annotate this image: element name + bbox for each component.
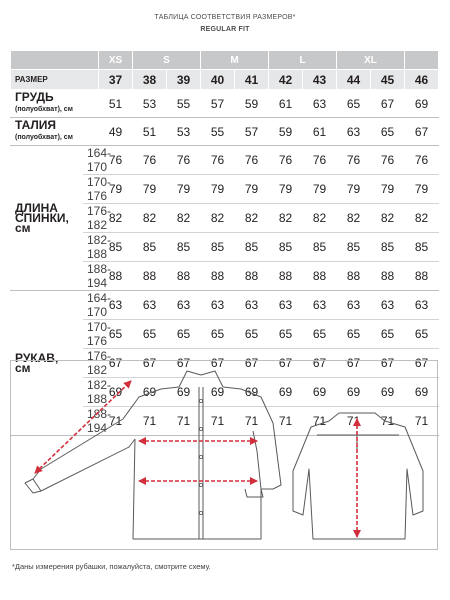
waist-cell: 49 [99, 118, 133, 146]
back-length-cell: 82 [133, 204, 167, 233]
sleeve-cell: 65 [235, 320, 269, 349]
sleeve-cell: 71 [99, 407, 133, 436]
back-length-cell: 76 [337, 146, 371, 175]
back-length-cell: 76 [235, 146, 269, 175]
sleeve-cell: 69 [201, 378, 235, 407]
sleeve-cell: 65 [201, 320, 235, 349]
sleeve-cell: 65 [167, 320, 201, 349]
front-measure-arrows [35, 381, 257, 481]
group-xs: XS [99, 51, 133, 70]
sleeve-cell: 65 [133, 320, 167, 349]
size-cell: 44 [337, 70, 371, 90]
sleeve-cell: 69 [303, 378, 337, 407]
size-cell: 43 [303, 70, 337, 90]
back-length-cell: 88 [269, 262, 303, 291]
sleeve-cell: 63 [99, 291, 133, 320]
sleeve-cell: 69 [167, 378, 201, 407]
group-s: S [133, 51, 201, 70]
sleeve-cell: 67 [133, 349, 167, 378]
size-cell: 37 [99, 70, 133, 90]
height-range: 170-176 [83, 175, 99, 204]
chest-cell: 65 [337, 90, 371, 118]
height-range: 176-182 [83, 204, 99, 233]
diagram-canvas [11, 361, 437, 549]
back-length-label-line: ДЛИНА [15, 201, 58, 215]
shirt-front-icon [25, 371, 281, 539]
back-length-label-line: СПИНКИ, [15, 211, 69, 225]
back-length-label-line: см [15, 221, 31, 235]
back-length-cell: 79 [167, 175, 201, 204]
table-title: ТАБЛИЦА СООТВЕТСТВИЯ РАЗМЕРОВ* [154, 14, 296, 21]
sleeve-cell: 63 [303, 291, 337, 320]
size-group-row [11, 51, 439, 70]
back-length-cell: 79 [405, 175, 439, 204]
sleeve-cell: 71 [337, 407, 371, 436]
sleeve-cell: 71 [167, 407, 201, 436]
back-length-cell: 79 [337, 175, 371, 204]
back-length-cell: 85 [201, 233, 235, 262]
back-length-cell: 85 [269, 233, 303, 262]
chest-cell: 53 [133, 90, 167, 118]
sleeve-label-line: РУКАВ, [15, 351, 59, 365]
waist-label-sub: (полуобхват), см [15, 134, 73, 141]
size-cell: 42 [269, 70, 303, 90]
back-length-cell: 82 [269, 204, 303, 233]
chest-cell: 57 [201, 90, 235, 118]
back-length-cell: 82 [405, 204, 439, 233]
back-length-cell: 85 [371, 233, 405, 262]
sleeve-cell: 65 [303, 320, 337, 349]
chest-label-main: ГРУДЬ [15, 90, 54, 104]
back-length-cell: 76 [167, 146, 201, 175]
sleeve-cell: 63 [337, 291, 371, 320]
waist-cell: 53 [167, 118, 201, 146]
sleeve-cell: 69 [405, 378, 439, 407]
chest-cell: 59 [235, 90, 269, 118]
size-cell: 39 [167, 70, 201, 90]
waist-row [11, 118, 439, 146]
size-label: РАЗМЕР [11, 70, 99, 90]
back-length-cell: 82 [99, 204, 133, 233]
back-length-cell: 76 [99, 146, 133, 175]
chest-cell: 67 [371, 90, 405, 118]
back-length-cell: 76 [405, 146, 439, 175]
sleeve-cell: 65 [337, 320, 371, 349]
waist-cell: 67 [405, 118, 439, 146]
sleeve-cell: 69 [133, 378, 167, 407]
back-length-cell: 88 [235, 262, 269, 291]
height-range: 170-176 [83, 320, 99, 349]
measurement-diagram [10, 360, 438, 550]
waist-cell: 57 [235, 118, 269, 146]
group-m: M [201, 51, 269, 70]
size-cell: 45 [371, 70, 405, 90]
back-length-cell: 88 [371, 262, 405, 291]
waist-label-main: ТАЛИЯ [15, 118, 57, 132]
sleeve-cell: 65 [269, 320, 303, 349]
shirt-back-icon [293, 413, 423, 539]
sleeve-cell: 67 [235, 349, 269, 378]
sleeve-cell: 69 [99, 378, 133, 407]
sleeve-cell: 67 [201, 349, 235, 378]
sleeve-cell: 65 [371, 320, 405, 349]
sleeve-cell: 71 [405, 407, 439, 436]
sleeve-cell: 65 [405, 320, 439, 349]
back-length-cell: 82 [167, 204, 201, 233]
back-length-cell: 79 [201, 175, 235, 204]
sleeve-cell: 71 [201, 407, 235, 436]
back-length-cell: 88 [201, 262, 235, 291]
sleeve-label-line: см [15, 361, 31, 375]
footnote: *Даны измерения рубашки, пожалуйста, смотрите схему. [12, 562, 211, 571]
waist-cell: 63 [337, 118, 371, 146]
group-l: L [269, 51, 337, 70]
waist-label [11, 118, 99, 146]
back-length-cell: 85 [337, 233, 371, 262]
size-row [11, 70, 439, 90]
back-length-cell: 85 [167, 233, 201, 262]
size-cell: 46 [405, 70, 439, 90]
sleeve-cell: 67 [167, 349, 201, 378]
sleeve-cell: 63 [269, 291, 303, 320]
back-length-cell: 79 [99, 175, 133, 204]
back-length-cell: 85 [99, 233, 133, 262]
back-length-cell: 79 [235, 175, 269, 204]
size-cell: 41 [235, 70, 269, 90]
back-length-cell: 88 [405, 262, 439, 291]
back-length-cell: 88 [337, 262, 371, 291]
sleeve-cell: 65 [99, 320, 133, 349]
sleeve-cell: 63 [371, 291, 405, 320]
back-length-cell: 88 [167, 262, 201, 291]
fit-subtitle: REGULAR FIT [200, 26, 250, 33]
sleeve-cell: 63 [405, 291, 439, 320]
waist-cell: 65 [371, 118, 405, 146]
back-length-cell: 76 [371, 146, 405, 175]
waist-cell: 61 [303, 118, 337, 146]
sleeve-cell: 63 [201, 291, 235, 320]
back-length-cell: 85 [405, 233, 439, 262]
sleeve-row [11, 291, 439, 320]
back-length-cell: 88 [99, 262, 133, 291]
sleeve-cell: 63 [235, 291, 269, 320]
back-length-cell: 85 [133, 233, 167, 262]
chest-cell: 61 [269, 90, 303, 118]
sleeve-cell: 67 [269, 349, 303, 378]
group-xl: XL [337, 51, 405, 70]
sleeve-cell: 69 [371, 378, 405, 407]
back-length-cell: 79 [269, 175, 303, 204]
height-range: 176-182 [83, 349, 99, 378]
back-length-cell: 82 [235, 204, 269, 233]
back-length-label [11, 146, 83, 291]
back-length-cell: 79 [133, 175, 167, 204]
waist-cell: 59 [269, 118, 303, 146]
chest-cell: 63 [303, 90, 337, 118]
chest-label-sub: (полуобхват), см [15, 106, 73, 113]
height-range: 188-194 [83, 407, 99, 436]
back-length-cell: 82 [337, 204, 371, 233]
back-length-group [11, 146, 439, 291]
back-length-cell: 88 [303, 262, 337, 291]
waist-cell: 55 [201, 118, 235, 146]
height-range: 164-170 [83, 291, 99, 320]
back-length-cell: 76 [133, 146, 167, 175]
back-length-cell: 79 [371, 175, 405, 204]
sleeve-cell: 69 [269, 378, 303, 407]
chest-cell: 51 [99, 90, 133, 118]
back-length-cell: 82 [371, 204, 405, 233]
sleeve-cell: 67 [99, 349, 133, 378]
sleeve-cell: 71 [371, 407, 405, 436]
back-length-row [11, 146, 439, 175]
size-cell: 40 [201, 70, 235, 90]
sleeve-cell: 67 [337, 349, 371, 378]
size-cell: 38 [133, 70, 167, 90]
height-range: 182-188 [83, 378, 99, 407]
sleeve-cell: 71 [269, 407, 303, 436]
height-range: 182-188 [83, 233, 99, 262]
chest-cell: 55 [167, 90, 201, 118]
back-length-cell: 85 [303, 233, 337, 262]
sleeve-cell: 63 [133, 291, 167, 320]
back-length-cell: 76 [201, 146, 235, 175]
sleeve-cell: 71 [303, 407, 337, 436]
back-length-cell: 88 [133, 262, 167, 291]
sleeve-cell: 67 [371, 349, 405, 378]
sleeve-cell: 69 [337, 378, 371, 407]
front-buttons [199, 399, 202, 514]
sleeve-cell: 69 [235, 378, 269, 407]
back-length-cell: 76 [303, 146, 337, 175]
sleeve-cell: 67 [303, 349, 337, 378]
height-range: 164-170 [83, 146, 99, 175]
back-length-cell: 82 [303, 204, 337, 233]
sleeve-cell: 63 [167, 291, 201, 320]
sleeve-cell: 71 [235, 407, 269, 436]
back-length-cell: 79 [303, 175, 337, 204]
chest-cell: 69 [405, 90, 439, 118]
chest-label [11, 90, 99, 118]
back-length-cell: 82 [201, 204, 235, 233]
blank-cell [11, 51, 99, 70]
back-length-cell: 85 [235, 233, 269, 262]
back-length-cell: 76 [269, 146, 303, 175]
height-range: 188-194 [83, 262, 99, 291]
sleeve-cell: 71 [133, 407, 167, 436]
waist-cell: 51 [133, 118, 167, 146]
chest-row [11, 90, 439, 118]
sleeve-cell: 67 [405, 349, 439, 378]
blank-cell [405, 51, 439, 70]
